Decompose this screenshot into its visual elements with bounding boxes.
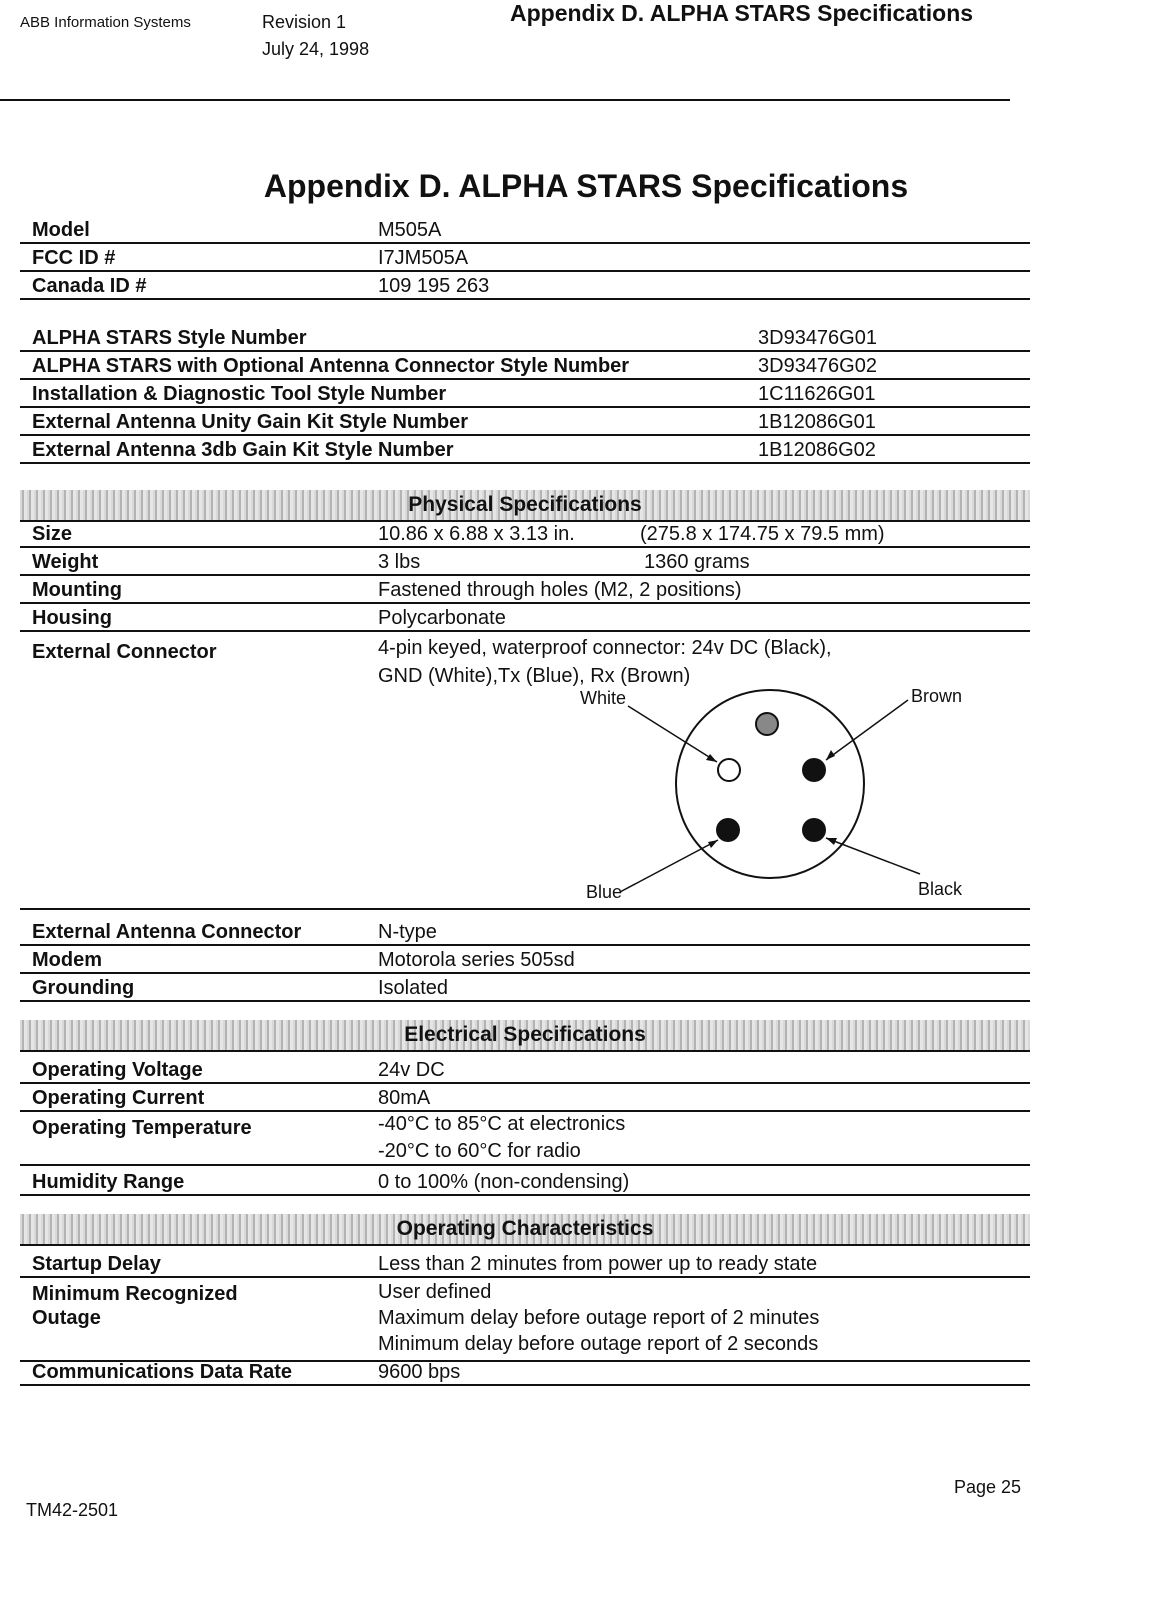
spec-row-temperature [20,1112,1030,1166]
spec-value: M505A [378,219,442,241]
spec-value: Fastened through holes (M2, 2 positions) [378,579,742,601]
pin-label-black: Black [918,879,963,899]
spec-row-antenna-connector [20,918,1030,946]
section-header-operating [20,1214,1030,1246]
spec-value: Polycarbonate [378,607,506,629]
leader-blue [620,840,718,892]
spec-value: 109 195 263 [378,275,490,297]
header-divider [0,99,1010,101]
spec-value: I7JM505A [378,247,469,269]
footer-doc-number: TM42-2501 [26,1500,119,1520]
style-label: Installation & Diagnostic Tool Style Number [32,383,447,405]
spec-row-external-connector [20,636,1030,910]
outage-user-defined: User defined [378,1281,492,1303]
spec-row-current [20,1086,1030,1112]
spec-label: Operating Temperature [32,1117,252,1139]
pin-label-blue: Blue [586,882,623,902]
temperature-electronics: -40°C to 85°C at electronics [378,1113,626,1135]
spec-row-fcc-id [20,247,1030,272]
section-heading: Electrical Specifications [404,1023,646,1046]
leader-brown [826,700,908,760]
spec-label: External Antenna Connector [32,921,302,943]
style-value: 1B12086G01 [758,411,876,433]
spec-label: Startup Delay [32,1253,161,1275]
spec-value: N-type [378,921,437,943]
footer-page-number: Page 25 [954,1477,1022,1497]
spec-label: Weight [32,551,99,573]
header-company: ABB Information Systems [20,14,191,31]
pin-label-white: White [580,688,627,708]
spec-label: Operating Current [32,1087,205,1109]
spec-label: Communications Data Rate [32,1361,293,1383]
spec-value: 24v DC [378,1059,445,1081]
style-row [20,382,1030,408]
spec-label: Size [32,523,73,545]
style-row [20,438,1030,464]
outage-label-line1: Minimum Recognized [32,1283,238,1305]
spec-row-model [20,219,1030,244]
section-header-electrical [20,1020,1030,1052]
connector-description-line2: GND (White),Tx (Blue), Rx (Brown) [378,665,691,687]
style-row [20,410,1030,436]
spec-row-modem [20,948,1030,974]
section-header-physical [20,490,1030,522]
header-revision-block [262,9,369,63]
section-heading: Physical Specifications [408,493,642,516]
outage-max-delay: Maximum delay before outage report of 2 minutes [378,1307,820,1329]
spec-value-metric: 1360 grams [644,551,750,573]
style-row [20,326,1030,352]
pin-label-brown: Brown [911,686,963,706]
style-label: ALPHA STARS Style Number [32,327,307,349]
spec-label: FCC ID # [32,247,116,269]
spec-label: Housing [32,607,112,629]
section-heading: Operating Characteristics [396,1217,654,1240]
spec-label: Operating Voltage [32,1059,203,1081]
connector-description-line1: 4-pin keyed, waterproof connector: 24v DC (Black), [378,637,832,659]
spec-row-minimum-outage [20,1280,1030,1362]
style-value: 3D93476G01 [758,327,877,349]
spec-row-voltage [20,1058,1030,1084]
style-label: External Antenna Unity Gain Kit Style Number [32,411,469,433]
spec-value: Motorola series 505sd [378,949,575,971]
spec-value: 9600 bps [378,1361,461,1383]
spec-row-housing [20,608,1030,632]
spec-value [378,1280,819,1356]
pin-black [802,818,826,842]
spec-value: 3 lbs [378,551,421,573]
spec-row-data-rate [20,1362,1030,1386]
spec-label: Mounting [32,579,122,601]
spec-value: 80mA [378,1087,431,1109]
spec-value: Less than 2 minutes from power up to ready state [378,1253,818,1275]
spec-row-canada-id [20,275,1030,300]
style-value: 3D93476G02 [758,355,877,377]
spec-value: 0 to 100% (non-condensing) [378,1171,630,1193]
header-title: Appendix D. ALPHA STARS Specifications [510,0,974,26]
spec-label: Canada ID # [32,275,147,297]
spec-row-weight [20,552,1030,576]
pin-brown-key [756,713,778,735]
connector-pinout-diagram [20,636,1030,908]
spec-label [32,1282,238,1330]
spec-label: Modem [32,949,102,971]
spec-row-mounting [20,580,1030,604]
pin-blue [716,818,740,842]
outage-label-line2: Outage [32,1307,101,1329]
pin-brown [802,758,826,782]
header-revision: Revision 1 [262,12,347,32]
spec-row-startup-delay [20,1250,1030,1278]
temperature-radio: -20°C to 60°C for radio [378,1140,581,1162]
spec-row-humidity [20,1168,1030,1196]
spec-label: Grounding [32,977,135,999]
spec-row-grounding [20,976,1030,1002]
header-date: July 24, 1998 [262,39,370,59]
style-value: 1C11626G01 [758,383,876,405]
spec-label: Humidity Range [32,1171,185,1193]
spec-value: 10.86 x 6.88 x 3.13 in. [378,523,575,545]
style-row [20,354,1030,380]
style-label: ALPHA STARS with Optional Antenna Connector Style Number [32,355,630,377]
page-title-text: Appendix D. ALPHA STARS Specifications [263,168,909,204]
leader-white [628,706,717,762]
style-label: External Antenna 3db Gain Kit Style Number [32,439,454,461]
spec-row-size [20,524,1030,548]
spec-label: External Connector [32,641,217,663]
spec-value-metric: (275.8 x 174.75 x 79.5 mm) [640,523,885,545]
spec-label: Model [32,219,90,241]
pin-white [718,759,740,781]
outage-min-delay: Minimum delay before outage report of 2 seconds [378,1333,819,1355]
spec-value [378,1112,625,1163]
page-title [0,168,1158,205]
spec-value: Isolated [378,977,449,999]
style-value: 1B12086G02 [758,439,876,461]
leader-black [826,838,920,874]
